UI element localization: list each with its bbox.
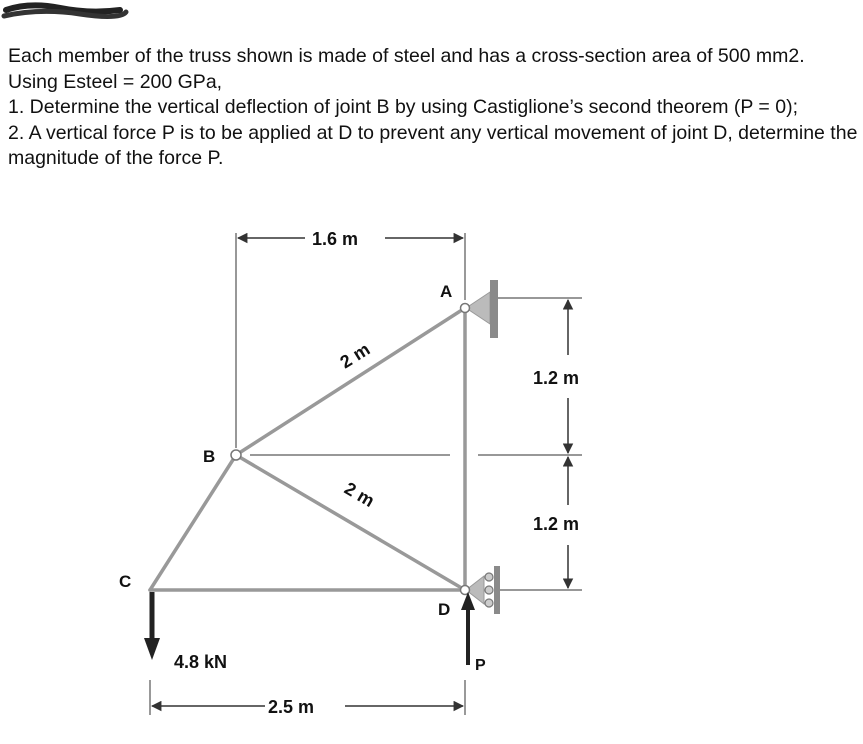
- pin-support-A: [466, 280, 498, 338]
- question-1: 1. Determine the vertical deflection of joint B by using Castiglione’s second theorem (P = 0);: [8, 96, 798, 118]
- force-label-P: P: [475, 657, 486, 674]
- joint-label-C: C: [119, 572, 132, 591]
- dimension-lines: [152, 238, 568, 706]
- joint-label-B: B: [203, 447, 216, 466]
- force-arrow-P: [461, 592, 475, 665]
- truss-members: [150, 308, 465, 590]
- load-arrow-C: [144, 592, 160, 660]
- joint-label-A: A: [440, 282, 453, 301]
- dim-bottom-width: 2.5 m: [268, 697, 315, 717]
- member-label-BD: 2 m: [341, 478, 378, 511]
- load-label-C: 4.8 kN: [174, 652, 228, 672]
- member-label-AB: 2 m: [336, 338, 374, 373]
- dim-height-lower: 1.2 m: [533, 514, 580, 534]
- dim-top-width: 1.6 m: [312, 229, 359, 249]
- problem-intro: Each member of the truss shown is made of steel and has a cross-section area of 500 mm2. Using Esteel = 200 GPa,: [8, 45, 805, 93]
- joint-label-D: D: [438, 600, 451, 619]
- question-2: 2. A vertical force P is to be applied at D to prevent any vertical movement of joint D, determine the magnitude of the force P.: [8, 121, 858, 169]
- extension-lines: [150, 233, 582, 715]
- dim-height-upper: 1.2 m: [533, 368, 580, 388]
